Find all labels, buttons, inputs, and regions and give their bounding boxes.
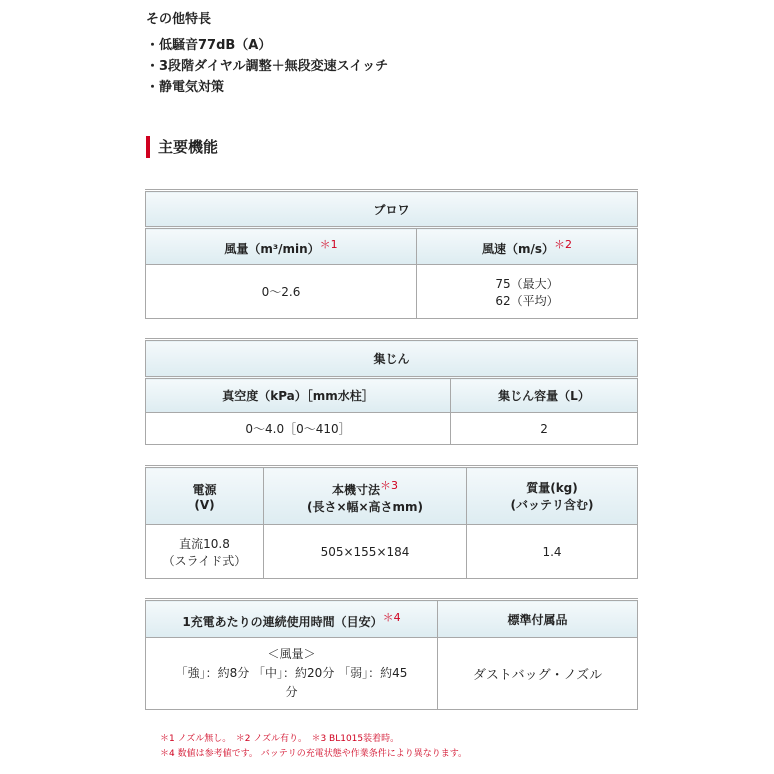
size-value: 505×155×184 bbox=[264, 525, 467, 579]
footnote: ＊1 ノズル無し。 ＊2 ノズル有り。 ＊3 BL1015装着時。 bbox=[160, 734, 400, 744]
runtime-header: 1充電あたりの連続使用時間（目安）＊4 bbox=[146, 600, 438, 638]
specs-table bbox=[145, 465, 638, 579]
capacity-value: 2 bbox=[451, 413, 638, 445]
size-header: 本機寸法＊3 (長さ×幅×高さmm) bbox=[264, 467, 467, 525]
airflow-value: 0～2.6 bbox=[146, 265, 417, 319]
feature-item: ・3段階ダイヤル調整＋無段変速スイッチ bbox=[146, 59, 389, 74]
note-mark: ＊3 bbox=[380, 479, 398, 492]
airspeed-header: 風速（m/s）＊2 bbox=[417, 228, 638, 265]
blower-table bbox=[145, 189, 638, 319]
footnote: ＊4 数値は参考値です。 バッテリの充電状態や作業条件により異なります。 bbox=[160, 749, 468, 759]
features-heading: その他特長 bbox=[146, 12, 212, 27]
feature-item: ・静電気対策 bbox=[146, 80, 225, 95]
features-list bbox=[146, 35, 388, 98]
section-title: 主要機能 bbox=[146, 136, 218, 158]
note-mark: ＊4 bbox=[382, 610, 401, 624]
runtime-table bbox=[145, 598, 638, 710]
airspeed-value: 75（最大） 62（平均） bbox=[417, 265, 638, 319]
feature-item: ・低騒音77dB（A） bbox=[146, 38, 272, 53]
blower-title: ブロワ bbox=[146, 191, 638, 228]
weight-header: 質量(kg) (バッテリ含む) bbox=[467, 467, 638, 525]
dust-table bbox=[145, 338, 638, 445]
power-value: 直流10.8 （スライド式） bbox=[146, 525, 264, 579]
accessories-header: 標準付属品 bbox=[438, 600, 638, 638]
capacity-header: 集じん容量（L） bbox=[451, 378, 638, 413]
airflow-header: 風量（m³/min）＊1 bbox=[146, 228, 417, 265]
vacuum-header: 真空度（kPa）［mm水柱］ bbox=[146, 378, 451, 413]
dust-title: 集じん bbox=[146, 340, 638, 378]
note-mark: ＊2 bbox=[554, 238, 573, 251]
note-mark: ＊1 bbox=[319, 238, 338, 251]
weight-value: 1.4 bbox=[467, 525, 638, 579]
runtime-value: ＜風量＞ 「強」：約8分 「中」：約20分 「弱」：約45 分 bbox=[146, 638, 438, 710]
vacuum-value: 0～4.0［0～410］ bbox=[146, 413, 451, 445]
accessories-value: ダストバッグ・ノズル bbox=[438, 638, 638, 710]
power-header: 電源 (V) bbox=[146, 467, 264, 525]
